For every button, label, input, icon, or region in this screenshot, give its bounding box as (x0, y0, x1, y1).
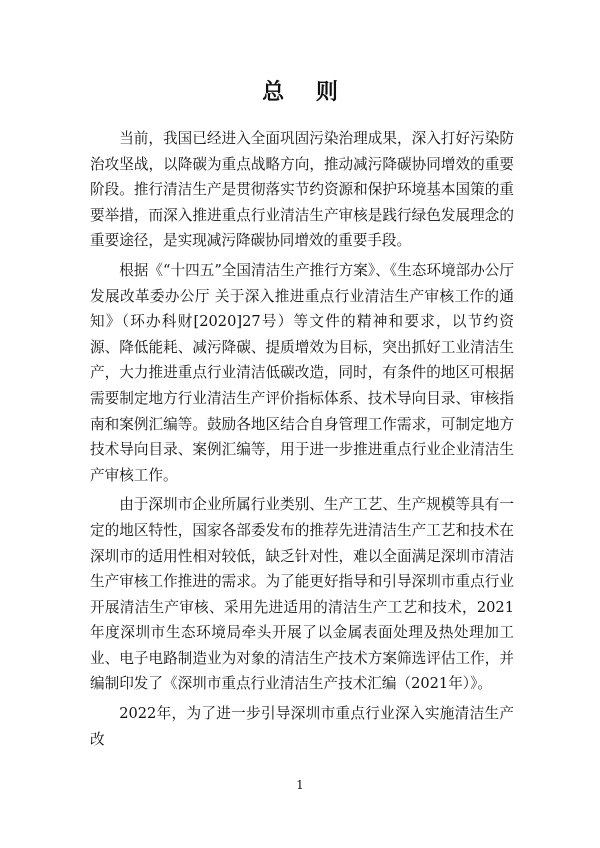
paragraph-4: 2022年，为了进一步引导深圳市重点行业深入实施清洁生产改 (90, 705, 514, 748)
paragraph-2: 根据《“十四五”全国清洁生产推行方案》、《生态环境部办公厅 发展改革委办公厅 关于深入推进重点行业清洁生产审核工作的通知》（环办科财[2020]27号）等文件的精神和要求，以节约资源、降低能耗、减污降碳、提质增效为目标，突出抓好工业清洁生产，大力推进重点行业清洁低碳改造，同时，有条件的地区可根据需要制定地方行业清洁生产评价指标体系、技术导向目录、审核指南和案例汇编等。鼓励各地区结合自身管理工作需求，可制定地方技术导向目录、案例汇编等，用于进一步推进重点行业企业清洁生产审核工作。 (90, 261, 514, 484)
paragraph-3: 由于深圳市企业所属行业类别、生产工艺、生产规模等具有一定的地区特性，国家各部委发布的推荐先进清洁生产工艺和技术在深圳市的适用性相对较低，缺乏针对性，难以全面满足深圳市清洁生产审核工作推进的需求。为了能更好指导和引导深圳市重点行业开展清洁生产审核、采用先进适用的清洁生产工艺和技术，2021年度深圳市生态环境局牵头开展了以金属表面处理及热处理加工业、电子电路制造业为对象的清洁生产技术方案筛选评估工作，并编制印发了《深圳市重点行业清洁生产技术汇编（2021年）》。 (90, 496, 514, 693)
page-title: 总 则 (262, 79, 350, 105)
body-text (90, 126, 514, 756)
page-number: 1 (296, 778, 304, 792)
paragraph-1: 当前，我国已经进入全面巩固污染治理成果，深入打好污染防治攻坚战，以降碳为重点战略方向，推动减污降碳协同增效的重要阶段。推行清洁生产是贯彻落实节约资源和保护环境基本国策的重要举措，而深入推进重点行业清洁生产审核是践行绿色发展理念的重要途径，是实现减污降碳协同增效的重要手段。 (90, 130, 514, 250)
